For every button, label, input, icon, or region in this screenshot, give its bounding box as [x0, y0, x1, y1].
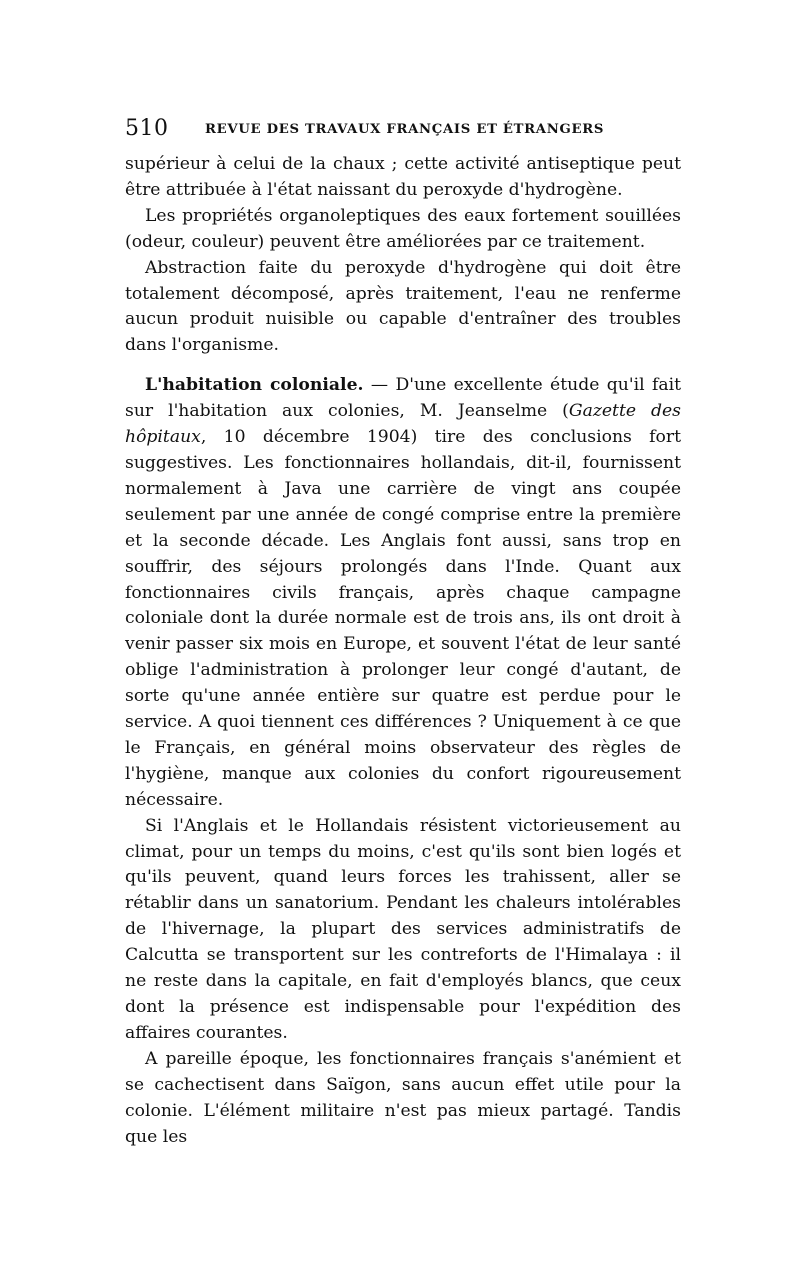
paragraph-6: A pareille époque, les fonctionnaires français s'anémient et se cachectisent dans Saïgon, sans aucun effet utile pour la colonie. L'élément militaire n'est pas mieux partagé. Tandis que les [125, 1048, 681, 1147]
body-text [125, 152, 681, 1150]
section-heading: L'habitation coloniale. [145, 375, 364, 396]
running-title: REVUE DES TRAVAUX FRANÇAIS ET ÉTRANGERS [205, 122, 605, 137]
paragraph-2: Les propriétés organoleptiques des eaux fortement souillées (odeur, couleur) peuvent être améliorées par ce traitement. [125, 205, 681, 252]
page-number: 510 [125, 116, 169, 141]
paragraph-4 [125, 373, 681, 813]
paragraph-4-intro: — D'une excellente étude qu'il fait sur l'habitation aux colonies, M. Jeanselme ( [125, 375, 681, 422]
running-header [125, 108, 681, 148]
paragraph-4-body: , 10 décembre 1904) tire des conclusions fort suggestives. Les fonctionnaires hollandais, dit-il, fournissent normalement à Java une carrière de vingt ans coupée seulement par une année de congé comprise entre la première et la seconde décade. Les Anglais font aussi, sans trop en souffrir, des séjours prolongés dans l'Inde. Quant aux fonctionnaires civils français, après chaque campagne coloniale dont la durée normale est de trois ans, ils ont droit à venir passer six mois en Europe, et souvent l'état de leur santé oblige l'administration à prolonger leur congé d'autant, de sorte qu'une année entière sur quatre est perdue pour le service. A quoi tiennent ces différences ? Uniquement à ce que le Français, en général moins observateur des règles de l'hygiène, manque aux colonies du confort rigoureusement nécessaire. [125, 427, 681, 810]
paragraph-1: supérieur à celui de la chaux ; cette activité antiseptique peut être attribuée à l'état naissant du peroxyde d'hydrogène. [125, 154, 681, 200]
page [125, 108, 681, 1150]
paragraph-5: Si l'Anglais et le Hollandais résistent victorieusement au climat, pour un temps du moins, c'est qu'ils sont bien logés et qu'ils peuvent, quand leurs forces les trahissent, aller se rétablir dans un sanatorium. Pendant les chaleurs intolérables de l'hivernage, la plupart des services administratifs de Calcutta se transportent sur les contreforts de l'Himalaya : il ne reste dans la capitale, en fait d'employés blancs, que ceux dont la présence est indispensable pour l'expédition des affaires courantes. [125, 815, 681, 1043]
paragraph-3: Abstraction faite du peroxyde d'hydrogène qui doit être totalement décomposé, après traitement, l'eau ne renferme aucun produit nuisible ou capable d'entraîner des troubles dans l'organisme. [125, 257, 681, 356]
citation-title: Gazette des hôpitaux [125, 401, 681, 448]
